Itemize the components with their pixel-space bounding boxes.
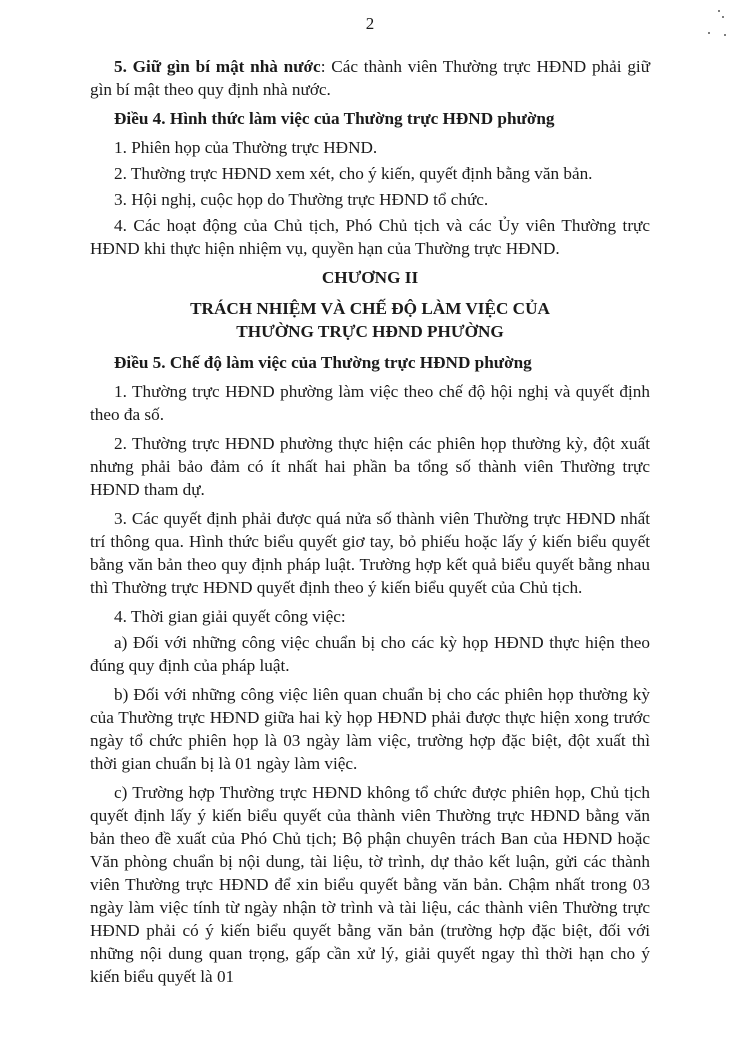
item5-text: : Các thành viên Thường trực HĐND phải giữ gìn bí mật theo quy định nhà nước. (90, 57, 651, 99)
article4-item5 (90, 55, 650, 101)
article4-item: 3. Hội nghị, cuộc họp do Thường trực HĐND tổ chức. (114, 190, 489, 209)
chapter-label: CHƯƠNG II (321, 268, 419, 287)
article4-item: 1. Phiên họp của Thường trực HĐND. (114, 138, 378, 157)
document-body (90, 55, 650, 994)
chapter-title-line2: THƯỜNG TRỰC HĐND PHƯỜNG (236, 322, 504, 341)
item5-label: 5. Giữ gìn bí mật nhà nước (114, 57, 321, 76)
scan-specks (706, 8, 726, 38)
article5-paragraph-4: 4. Thời gian giải quyết công việc: (114, 607, 346, 626)
article5-heading: Điều 5. Chế độ làm việc của Thường trực HĐND phường (114, 353, 532, 372)
article5-paragraph-2: 2. Thường trực HĐND phường thực hiện các phiên họp thường kỳ, đột xuất nhưng phải bảo đảm có ít nhất hai phần ba tổng số thành viên Thường trực HĐND tham dự. (90, 434, 650, 499)
chapter-title-line1: TRÁCH NHIỆM VÀ CHẾ ĐỘ LÀM VIỆC CỦA (190, 299, 550, 318)
article4-heading: Điều 4. Hình thức làm việc của Thường trực HĐND phường (114, 109, 555, 128)
page-number: 2 (365, 14, 375, 33)
article5-paragraph-4b: b) Đối với những công việc liên quan chuẩn bị cho các phiên họp thường kỳ của Thường trực HĐND giữa hai kỳ họp HĐND phải được thực hiện xong trước ngày tổ chức phiên họp là 03 ngày làm việc, trường hợp đặc biệt, đột xuất thì thời gian chuẩn bị là 01 ngày làm việc. (90, 685, 650, 773)
article5-paragraph-3: 3. Các quyết định phải được quá nửa số thành viên Thường trực HĐND nhất trí thông qua. Hình thức biểu quyết giơ tay, bỏ phiếu hoặc lấy ý kiến biểu quyết bằng văn bản theo quy định pháp luật. Trường hợp kết quả biểu quyết bằng nhau thì Thường trực HĐND quyết định theo ý kiến biểu quyết của Chủ tịch. (90, 509, 650, 597)
article5-paragraph-1: 1. Thường trực HĐND phường làm việc theo chế độ hội nghị và quyết định theo đa số. (90, 382, 650, 424)
article4-item: 4. Các hoạt động của Chủ tịch, Phó Chủ tịch và các Ủy viên Thường trực HĐND khi thực hiện nhiệm vụ, quyền hạn của Thường trực HĐND. (90, 216, 650, 258)
article5-paragraph-4a: a) Đối với những công việc chuẩn bị cho các kỳ họp HĐND thực hiện theo đúng quy định của pháp luật. (90, 633, 650, 675)
article5-paragraph-4c: c) Trường hợp Thường trực HĐND không tổ chức được phiên họp, Chủ tịch quyết định lấy ý kiến biểu quyết của thành viên Thường trực HĐND bằng văn bản theo đề xuất của Phó Chủ tịch; Bộ phận chuyên trách Ban của HĐND hoặc Văn phòng chuẩn bị nội dung, tài liệu, tờ trình, dự thảo kết luận, gửi các thành viên Thường trực HĐND để xin biểu quyết bằng văn bản. Chậm nhất trong 03 ngày làm việc tính từ ngày nhận tờ trình và tài liệu, các thành viên Thường trực HĐND phải có ý kiến biểu quyết bằng văn bản (trường hợp đặc biệt, đối với những nội dung quan trọng, gấp cần xử lý, giải quyết ngay thì thời hạn cho ý kiến biểu quyết là 01 (90, 783, 650, 986)
article4-item: 2. Thường trực HĐND xem xét, cho ý kiến, quyết định bằng văn bản. (114, 164, 593, 183)
